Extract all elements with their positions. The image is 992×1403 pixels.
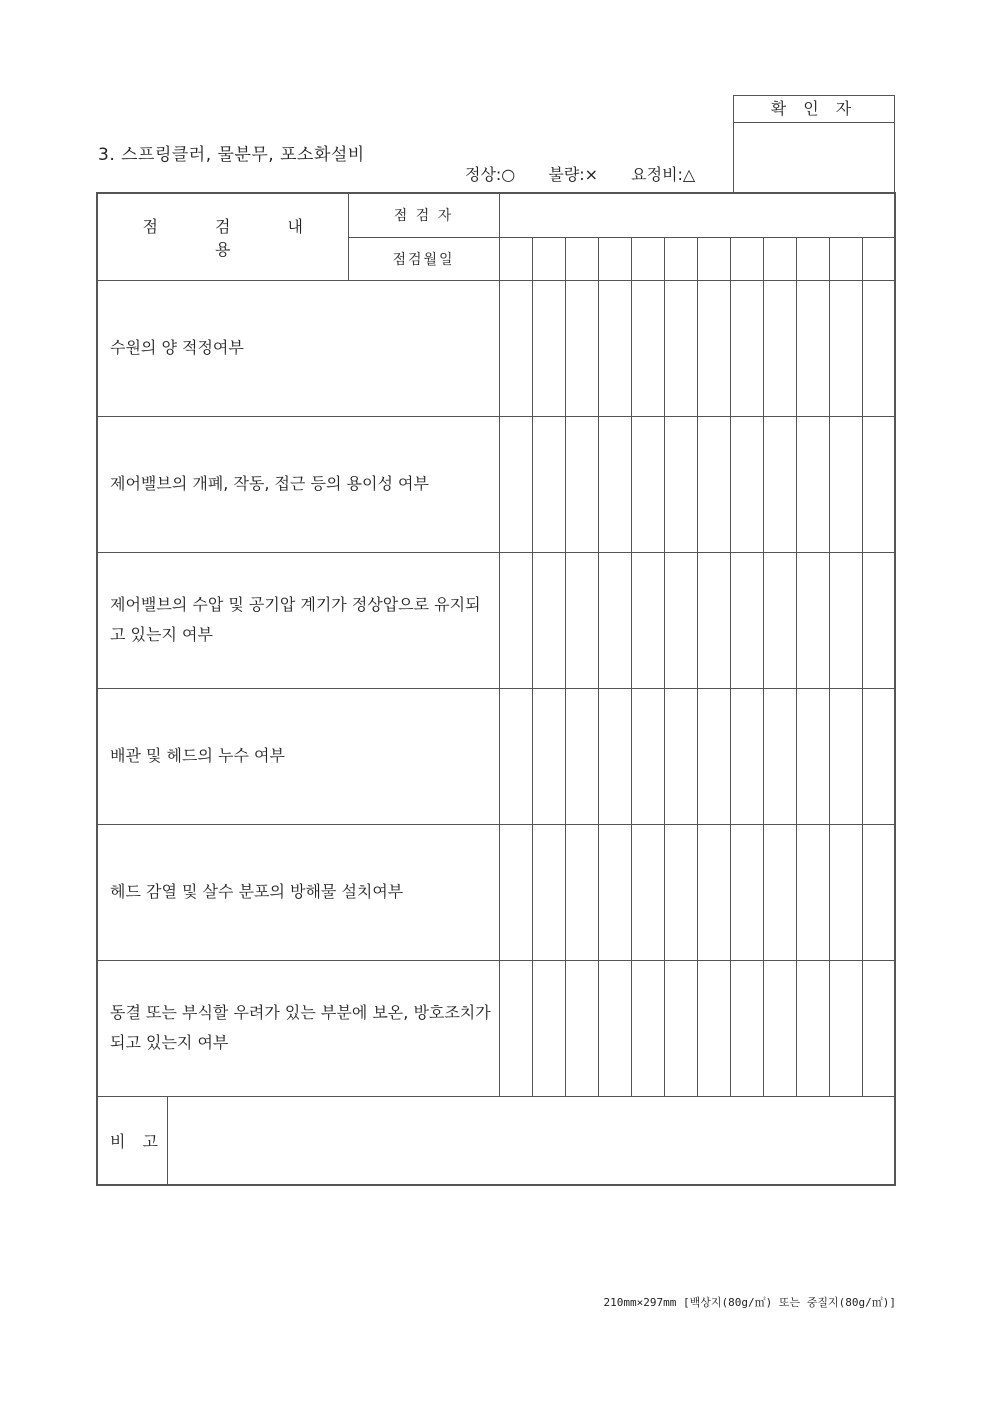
item-label: 수원의 양 적정여부 xyxy=(97,280,499,416)
confirm-label: 확 인 자 xyxy=(734,96,894,123)
remarks-label: 비 고 xyxy=(97,1096,167,1185)
remarks-row xyxy=(97,1096,895,1185)
check-cell[interactable] xyxy=(565,552,598,688)
confirm-signature-field[interactable] xyxy=(734,123,894,193)
inspector-header: 점 검 자 xyxy=(348,193,499,237)
check-cell[interactable] xyxy=(829,280,862,416)
check-cell[interactable] xyxy=(664,960,697,1096)
check-cell[interactable] xyxy=(664,280,697,416)
check-cell[interactable] xyxy=(862,280,895,416)
date-cell[interactable] xyxy=(862,237,895,280)
check-cell[interactable] xyxy=(697,552,730,688)
item-row xyxy=(97,960,895,1096)
date-cell[interactable] xyxy=(664,237,697,280)
inspector-field[interactable] xyxy=(499,193,895,237)
check-cell[interactable] xyxy=(730,280,763,416)
check-cell[interactable] xyxy=(532,280,565,416)
check-cell[interactable] xyxy=(862,960,895,1096)
header-row-inspector xyxy=(97,193,895,237)
check-cell[interactable] xyxy=(697,280,730,416)
check-cell[interactable] xyxy=(697,960,730,1096)
check-cell[interactable] xyxy=(796,960,829,1096)
check-cell[interactable] xyxy=(829,960,862,1096)
check-cell[interactable] xyxy=(829,552,862,688)
date-header: 점검월일 xyxy=(348,237,499,280)
item-row xyxy=(97,688,895,824)
date-cell[interactable] xyxy=(796,237,829,280)
check-cell[interactable] xyxy=(598,552,631,688)
check-cell[interactable] xyxy=(664,688,697,824)
check-cell[interactable] xyxy=(499,280,532,416)
legend-bad: 불량:× xyxy=(548,165,599,184)
check-cell[interactable] xyxy=(499,552,532,688)
check-cell[interactable] xyxy=(598,960,631,1096)
check-cell[interactable] xyxy=(631,280,664,416)
check-cell[interactable] xyxy=(829,824,862,960)
check-cell[interactable] xyxy=(730,688,763,824)
legend xyxy=(465,162,695,185)
confirm-box xyxy=(733,95,895,192)
check-cell[interactable] xyxy=(763,824,796,960)
check-cell[interactable] xyxy=(499,416,532,552)
check-cell[interactable] xyxy=(862,824,895,960)
check-cell[interactable] xyxy=(697,416,730,552)
legend-normal: 정상:○ xyxy=(465,165,516,184)
item-row xyxy=(97,824,895,960)
check-cell[interactable] xyxy=(796,824,829,960)
check-cell[interactable] xyxy=(763,960,796,1096)
check-cell[interactable] xyxy=(499,960,532,1096)
date-cell[interactable] xyxy=(763,237,796,280)
check-cell[interactable] xyxy=(763,552,796,688)
item-label: 동결 또는 부식할 우려가 있는 부분에 보온, 방호조치가 되고 있는지 여부 xyxy=(97,960,499,1096)
check-cell[interactable] xyxy=(532,552,565,688)
check-cell[interactable] xyxy=(631,416,664,552)
check-cell[interactable] xyxy=(631,960,664,1096)
check-cell[interactable] xyxy=(697,824,730,960)
check-cell[interactable] xyxy=(598,688,631,824)
item-label: 제어밸브의 개폐, 작동, 접근 등의 용이성 여부 xyxy=(97,416,499,552)
check-cell[interactable] xyxy=(532,416,565,552)
date-cell[interactable] xyxy=(598,237,631,280)
date-cell[interactable] xyxy=(532,237,565,280)
check-cell[interactable] xyxy=(499,688,532,824)
check-cell[interactable] xyxy=(829,416,862,552)
check-cell[interactable] xyxy=(631,688,664,824)
check-cell[interactable] xyxy=(565,280,598,416)
item-label: 제어밸브의 수압 및 공기압 계기가 정상압으로 유지되고 있는지 여부 xyxy=(97,552,499,688)
check-cell[interactable] xyxy=(730,416,763,552)
content-header: 점 검 내 용 xyxy=(97,193,348,280)
section-title: 3. 스프링클러, 물분무, 포소화설비 xyxy=(98,145,365,165)
remarks-field[interactable] xyxy=(167,1096,895,1185)
check-cell[interactable] xyxy=(796,280,829,416)
check-cell[interactable] xyxy=(598,824,631,960)
item-row xyxy=(97,552,895,688)
check-cell[interactable] xyxy=(664,824,697,960)
date-cell[interactable] xyxy=(697,237,730,280)
check-cell[interactable] xyxy=(664,552,697,688)
check-cell[interactable] xyxy=(862,552,895,688)
check-cell[interactable] xyxy=(532,824,565,960)
check-cell[interactable] xyxy=(796,688,829,824)
check-cell[interactable] xyxy=(631,552,664,688)
check-cell[interactable] xyxy=(532,960,565,1096)
check-cell[interactable] xyxy=(796,416,829,552)
check-cell[interactable] xyxy=(532,688,565,824)
item-row xyxy=(97,280,895,416)
check-cell[interactable] xyxy=(565,416,598,552)
check-cell[interactable] xyxy=(730,824,763,960)
date-cell[interactable] xyxy=(730,237,763,280)
check-cell[interactable] xyxy=(763,280,796,416)
paper-spec-footer: 210mm×297mm [백상지(80g/㎡) 또는 중질지(80g/㎡)] xyxy=(603,1296,896,1309)
item-label: 헤드 감열 및 살수 분포의 방해물 설치여부 xyxy=(97,824,499,960)
check-cell[interactable] xyxy=(730,960,763,1096)
check-cell[interactable] xyxy=(565,688,598,824)
check-cell[interactable] xyxy=(796,552,829,688)
check-cell[interactable] xyxy=(862,688,895,824)
check-cell[interactable] xyxy=(565,824,598,960)
check-cell[interactable] xyxy=(697,688,730,824)
check-cell[interactable] xyxy=(598,280,631,416)
inspection-table xyxy=(96,192,896,1186)
date-cell[interactable] xyxy=(631,237,664,280)
date-cell[interactable] xyxy=(565,237,598,280)
date-cell[interactable] xyxy=(829,237,862,280)
check-cell[interactable] xyxy=(631,824,664,960)
check-cell[interactable] xyxy=(763,688,796,824)
check-cell[interactable] xyxy=(829,688,862,824)
check-cell[interactable] xyxy=(598,416,631,552)
check-cell[interactable] xyxy=(730,552,763,688)
item-label: 배관 및 헤드의 누수 여부 xyxy=(97,688,499,824)
check-cell[interactable] xyxy=(862,416,895,552)
check-cell[interactable] xyxy=(664,416,697,552)
check-cell[interactable] xyxy=(499,824,532,960)
check-cell[interactable] xyxy=(565,960,598,1096)
check-cell[interactable] xyxy=(763,416,796,552)
item-row xyxy=(97,416,895,552)
date-cell[interactable] xyxy=(499,237,532,280)
legend-needs-repair: 요정비:△ xyxy=(631,165,696,184)
